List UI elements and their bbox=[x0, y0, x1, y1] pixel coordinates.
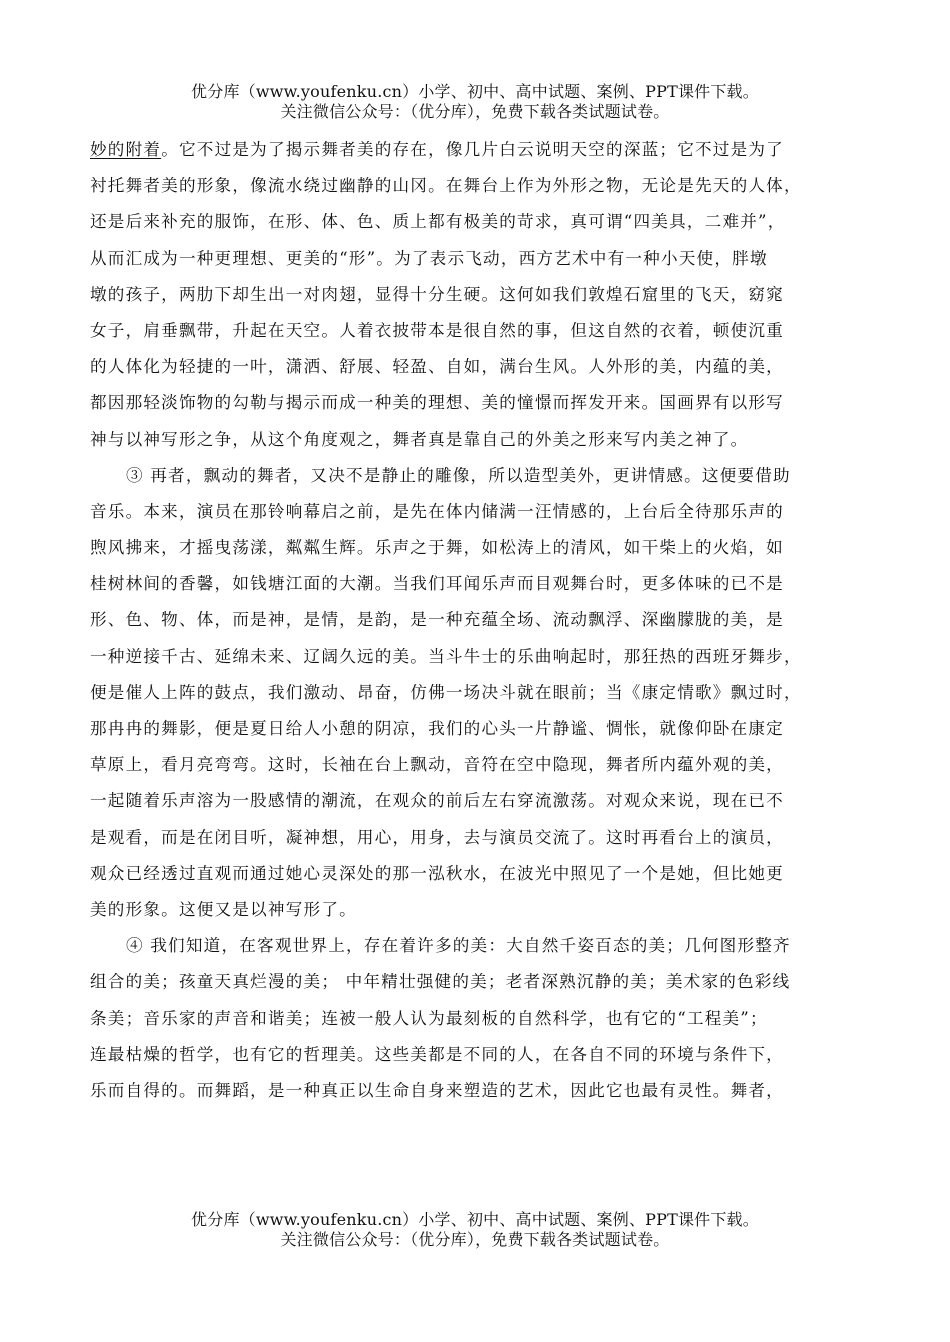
body-line: 都因那轻淡饰物的勾勒与揭示而成一种美的理想、美的憧憬而挥发开来。国画界有以形写 bbox=[90, 393, 784, 413]
body-line: 一起随着乐声溶为一股感情的潮流，在观众的前后左右穿流激荡。对观众来说，现在已不 bbox=[90, 791, 784, 811]
body-line: 墩的孩子，两肋下却生出一对肉翅，显得十分生硬。这何如我们敦煌石窟里的飞天，窈窕 bbox=[90, 284, 784, 304]
body-line: 乐而自得的。而舞蹈，是一种真正以生命自身来塑造的艺术，因此它也最有灵性。舞者， bbox=[90, 1080, 784, 1100]
body-line: 观众已经透过直观而通过她心灵深处的那一泓秋水，在波光中照见了一个是她，但比她更 bbox=[90, 863, 784, 883]
body-line: 组合的美；孩童天真烂漫的美； 中年精壮强健的美；老者深熟沉静的美；美术家的色彩线 bbox=[90, 972, 791, 992]
footer-line-2: 关注微信公众号：（优分库），免费下载各类试题试卷。 bbox=[280, 1230, 670, 1249]
body-line: 还是后来补充的服饰，在形、体、色、质上都有极美的苛求，真可谓“四美具，二难并”， bbox=[90, 212, 786, 232]
article-body bbox=[90, 132, 870, 1109]
header-line-2: 关注微信公众号：（优分库），免费下载各类试题试卷。 bbox=[280, 102, 670, 121]
body-line: 煦风拂来，才摇曳荡漾，粼粼生辉。乐声之于舞，如松涛上的清风，如干柴上的火焰，如 bbox=[90, 538, 784, 558]
body-line: 那冉冉的舞影，便是夏日给人小憩的阴凉，我们的心头一片静谧、惆怅，就像仰卧在康定 bbox=[90, 719, 784, 738]
page-footer bbox=[0, 1210, 950, 1250]
body-line: 从而汇成为一种更理想、更美的“形”。为了表示飞动，西方艺术中有一种小天使，胖墩 bbox=[90, 248, 768, 268]
body-line: 美的形象。这便又是以神写形了。 bbox=[90, 899, 357, 919]
paragraph-4-start: ④ 我们知道，在客观世界上，存在着许多的美：大自然千姿百态的美；几何图形整齐 bbox=[126, 936, 791, 956]
body-line: 草原上，看月亮弯弯。这时，长袖在台上飘动，音符在空中隐现，舞者所内蕴外观的美， bbox=[90, 755, 784, 775]
body-line: 衬托舞者美的形象，像流水绕过幽静的山冈。在舞台上作为外形之物，无论是先天的人体， bbox=[90, 176, 802, 196]
header-line-1: 优分库（www.youfenku.cn）小学、初中、高中试题、案例、PPT课件下载。 bbox=[191, 82, 759, 101]
body-line: 便是催人上阵的鼓点，我们激动、昂奋，仿佛一场决斗就在眼前；当《康定情歌》飘过时， bbox=[90, 682, 802, 702]
body-line: 一种逆接千古、延绵未来、辽阔久远的美。当斗牛士的乐曲响起时，那狂热的西班牙舞步， bbox=[90, 646, 802, 666]
paragraph-3-start: ③ 再者，飘动的舞者，又决不是静止的雕像，所以造型美外，更讲情感。这便要借助 bbox=[126, 465, 791, 485]
body-line: 神与以神写形之争，从这个角度观之，舞者真是靠自己的外美之形来写内美之神了。 bbox=[90, 429, 749, 449]
footer-line-1: 优分库（www.youfenku.cn）小学、初中、高中试题、案例、PPT课件下载。 bbox=[191, 1210, 759, 1229]
body-line: 音乐。本来，演员在那铃响幕启之前，是先在体内储满一汪情感的，上台后全待那乐声的 bbox=[90, 501, 784, 521]
body-line: 女子，肩垂飘带，升起在天空。人着衣披带本是很自然的事，但这自然的衣着，顿使沉重 bbox=[90, 320, 784, 340]
body-line: 条美；音乐家的声音和谐美；连被一般人认为最刻板的自然科学，也有它的“工程美”； bbox=[90, 1008, 768, 1028]
body-line: 是观看，而是在闭目听，凝神想，用心，用身，去与演员交流了。这时再看台上的演员， bbox=[90, 827, 784, 847]
body-line: 桂树林间的香馨，如钱塘江面的大潮。当我们耳闻乐声而目观舞台时，更多体味的已不是 bbox=[90, 574, 784, 594]
underlined-phrase: 妙的附着 bbox=[90, 140, 162, 159]
body-line: 的人体化为轻捷的一叶，潇洒、舒展、轻盈、自如，满台生风。人外形的美，内蕴的美， bbox=[90, 357, 784, 377]
body-line: 形、色、物、体，而是神，是情，是韵，是一种充蕴全场、流动飘浮、深幽朦胧的美，是 bbox=[90, 610, 784, 630]
page-header bbox=[0, 82, 950, 122]
body-line: 连最枯燥的哲学，也有它的哲理美。这些美都是不同的人，在各自不同的环境与条件下， bbox=[90, 1044, 784, 1064]
body-line: 妙的附着。它不过是为了揭示舞者美的存在，像几片白云说明天空的深蓝；它不过是为了 bbox=[90, 140, 784, 159]
